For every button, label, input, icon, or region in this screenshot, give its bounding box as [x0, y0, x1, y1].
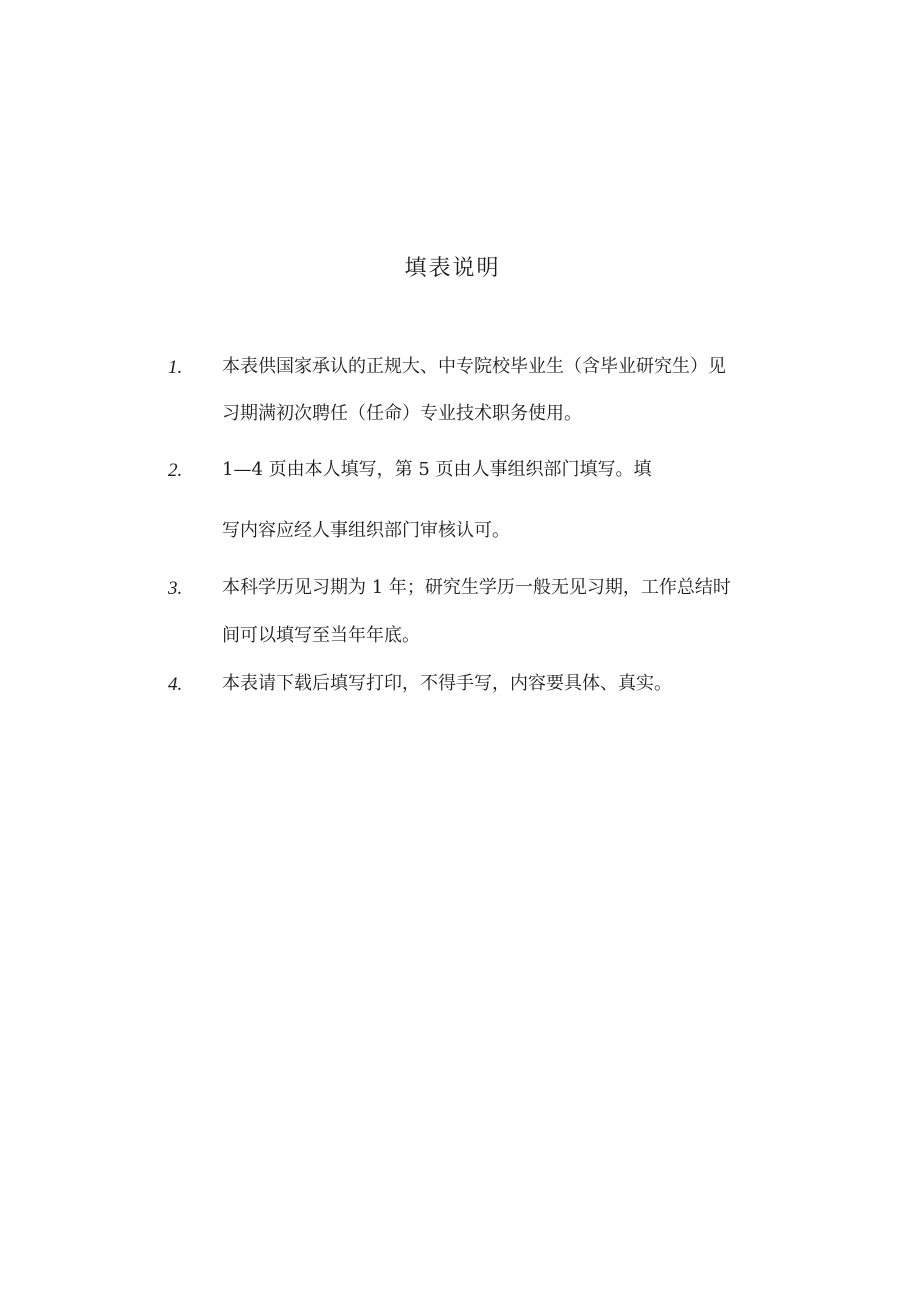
item-number-2: 2.	[168, 460, 183, 481]
item-2-line-2: 写内容应经人事组织部门审核认可。	[222, 520, 510, 541]
item-1-line-1: 本表供国家承认的正规大、中专院校毕业生（含毕业研究生）见	[222, 356, 726, 377]
page-title: 填表说明	[404, 256, 501, 281]
item-3-line-1: 本科学历见习期为 1 年；研究生学历一般无见习期，工作总结时	[222, 577, 731, 598]
item-2-line-1: 1—4 页由本人填写，第 5 页由人事组织部门填写。填	[222, 459, 652, 480]
item-number-3: 3.	[168, 578, 183, 599]
item-1-line-2: 习期满初次聘任（任命）专业技术职务使用。	[222, 403, 582, 424]
item-3-line-2: 间可以填写至当年年底。	[222, 625, 420, 646]
item-4-line-1: 本表请下载后填写打印，不得手写，内容要具体、真实。	[222, 673, 672, 694]
item-number-1: 1.	[168, 357, 183, 378]
item-number-4: 4.	[168, 674, 183, 695]
